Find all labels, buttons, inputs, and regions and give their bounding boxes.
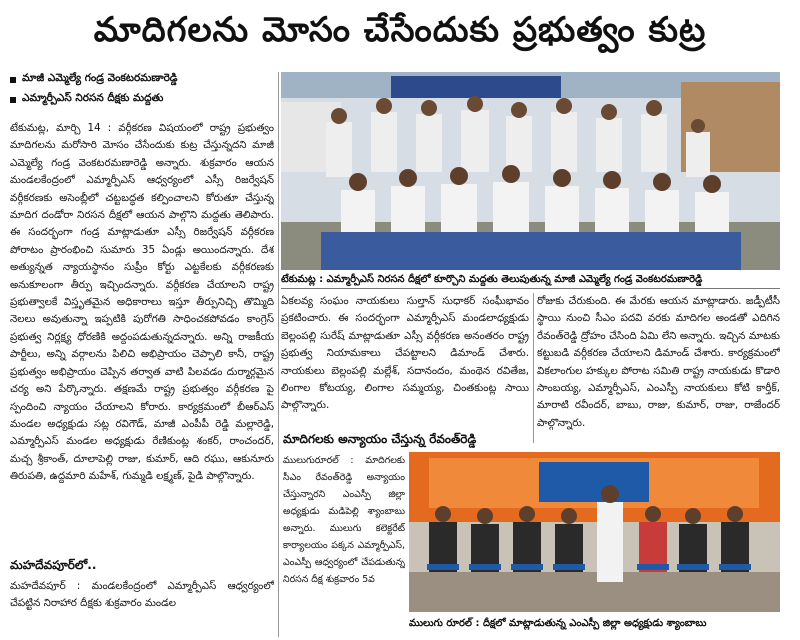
column-divider: [278, 72, 279, 637]
mahadevpur-heading: మహదేవపూర్‌లో..: [10, 558, 97, 572]
left-column-text: టేకుమట్ల, మార్చి 14 : వర్గీకరణ విషయంలో రాష్ట్ర ప్రభుత్వం మాదిగలను మరోసారి మోసం చేసేందుకు కుట్ర చేస్తున్నదని మాజీ ఎమ్మెల్యే గండ్ర వెంకటరమణారెడ్డి అన్నారు. శుక్రవారం ఆయన మండలకేంద్రంలో ఎమ్మార్పీఎస్ ఆధ్వర్యంలో ఎస్సీ రిజర్వేషన్ వర్గీకరణకు అసెంబ్లీలో చట్టబద్ధత కల్పించాలని కోరుతూ చేస్తున్న మాదిగ దండోరా నిరసన దీక్షలో ఆయన పాల్గొని మద్దతు తెలిపారు. ఈ సందర్భంగా గండ్ర మాట్లాడుతూ ఎస్సీ రిజర్వేషన్ వర్గీకరణ పోరాటం ప్రారంభించి సుమారు 35 ఏండ్లు అయిందన్నారు. దేశ అత్యున్నత న్యాయస్థానం సుప్రీం కోర్టు ఎట్టకేలకు వర్గీకరణకు అనుకూలంగా తీర్పు ఇచ్చిందన్నారు. వర్గీకరణ చేయాలని రాష్ట్ర ప్రభుత్వాలకే విస్తృతమైన అధికారాలు ఇస్తూ తీర్పునిచ్చి తొమ్మిది నెలలు అవుతున్నా ఇప్పటికి పురోగతి సాధించకపోవడం కాంగ్రెస్ ప్రభుత్వ నిర్లక్ష్య ధోరణికి అద్దంపడుతున్నదన్నారు. అన్ని రాజకీయ పార్టీలు, అన్ని వర్గాలను పిలిచి అభిప్రాయం చెప్పాలి కానీ, రాష్ట్ర ప్రభుత్వం అభిప్రాయం చెప్పిన తర్వాత వాటి పిలవడం దుర్మార్గమైన చర్య అని పేర్కొన్నారు. తక్షణమే రాష్ట్ర ప్రభుత్వం వర్గీకరణ పై స్పందించి న్యాయం చేయాలని కోరారు. కార్యక్రమంలో బీఆర్ఎస్ మండల అధ్యక్షుడు సట్ల రవిగౌడ్, మాజీ ఎంపీపీ రెడ్డి మల్లారెడ్డి, ఎమ్మార్పీఎస్ మండల అధ్యక్షుడు రేణికుంట్ల శంకర్, రాంచందర్, మచ్చ శ్రీకాంత్, దూలాపెల్లి రాజు, కుమార్, ఆది రఘు, ఆకునూరు తిరుపతి, ఉద్దమారి మహేశ్, గుమ్మడి లక్ష్మణ్, పైడి పాల్గొన్నారు.: [10, 122, 274, 483]
bullet-item: [10, 92, 275, 107]
section-subheading: మాదిగలకు అన్యాయం చేస్తున్న రేవంత్‌రెడ్డి: [283, 432, 477, 446]
left-column: [10, 120, 274, 552]
mahadevpur-column: [10, 578, 274, 638]
mulugu-text: ములుగురూరల్ : మాదిగలకు సీఎం రేవంత్‌రెడ్డి అన్యాయం చేస్తున్నారని ఎంఎస్పీ జిల్లా అధ్యక్షుడు మడిపెల్లి శ్యాంబాబు అన్నారు. ములుగు కలెక్టరేట్ కార్యాలయం పక్కన ఎమ్మార్పీఎస్, ఎంఎస్పీ ఆధ్వర్యంలో చేపడుతున్న నిరసన దీక్ష శుక్రవారం 5వ: [283, 455, 405, 585]
bullet-item: [10, 72, 275, 87]
protest-photo-illustration: [281, 72, 780, 270]
middle-column-text: ఏకలవ్య సంఘం నాయకులు సుల్తాన్ సుధాకర్ సంఘీభావం ప్రకటించారు. ఈ సందర్భంగా ఎమ్మార్పీఎస్ మండలాధ్యక్షుడు బెల్లంపల్లి సురేష్ మాట్లాడుతూ ఎస్సీ వర్గీకరణ అనంతరం రాష్ట్ర ప్రభుత్వ నియామకాలు చేపట్టాలని డిమాండ్ చేశారు. నాయకులు బెల్లంపల్లి మల్లేశ్, సదానందం, మంథెన రవితేజ, లింగాల కోటయ్య, లింగాల సమ్మయ్య, చింతకుంట్ల సాయి పాల్గొన్నారు.: [281, 295, 529, 412]
photo-caption-tekumatla: టేకుమట్ల : ఎమ్మార్పీఎస్ నిరసన దీక్షలో కూర్చొని మద్దతు తెలుపుతున్న మాజీ ఎమ్మెల్యే గండ్ర వెంకటరమణారెడ్డి: [281, 274, 703, 285]
bullet-text: మాజీ ఎమ్మెల్యే గండ్ర వెంకటరమణారెడ్డి: [22, 72, 178, 84]
photo-caption-mulugu: ములుగు రూరల్ : దీక్షలో మాట్లాడుతున్న ఎంఎస్పీ జిల్లా అధ్యక్షుడు శ్యాంబాబు: [409, 618, 707, 629]
right-column-text: రోజుకు చేరుకుంది. ఈ మేరకు ఆయన మాట్లాడారు. జడ్పీటీసీ స్థాయి నుంచి సీఎం పదవి వరకు మాదిగల అండతో ఎదిగిన రేవంత్‌రెడ్డి ద్రోహం చేసింది ఏమి లేని అన్నారు. ఇచ్చిన మాటకు కట్టుబడి వర్గీకరణ చేయాలని డిమాండ్ చేశారు. కార్యక్రమంలో వికలాంగుల హక్కుల పోరాట సమితి రాష్ట్ర నాయకుడు కొడారి సాంబయ్య, ఎమ్మార్పీఎస్, ఎంఎస్పీ నాయకులు కోటి కార్తీక్, మారాటి రవీందర్, బాబు, రాజు, కుమార్, రాజు, రాజేందర్ పాల్గొన్నారు.: [537, 295, 780, 429]
protest-photo-illustration: [409, 452, 780, 612]
bullet-text: ఎమ్మార్పీఎస్ నిరసన దీక్షకు మద్దతు: [22, 92, 164, 104]
square-bullet-icon: [10, 97, 16, 103]
mulugu-column: [283, 452, 405, 612]
sub-headline-bullets: [10, 72, 275, 112]
square-bullet-icon: [10, 77, 16, 83]
protest-photo-mulugu: [409, 452, 780, 612]
mahadevpur-text: మహదేవపూర్ : మండలకేంద్రంలో ఎమ్మార్పీఎస్ ఆధ్వర్యంలో చేపట్టిన నిరాహార దీక్షకు శుక్రవారం మండల: [10, 580, 274, 610]
right-column: [537, 293, 780, 443]
middle-column: [281, 293, 529, 433]
protest-photo-tekumatla: [281, 72, 780, 270]
headline: మాదిగలను మోసం చేసేందుకు ప్రభుత్వం కుట్ర: [93, 10, 707, 50]
caption-rule: [281, 288, 780, 289]
column-divider: [533, 293, 534, 443]
